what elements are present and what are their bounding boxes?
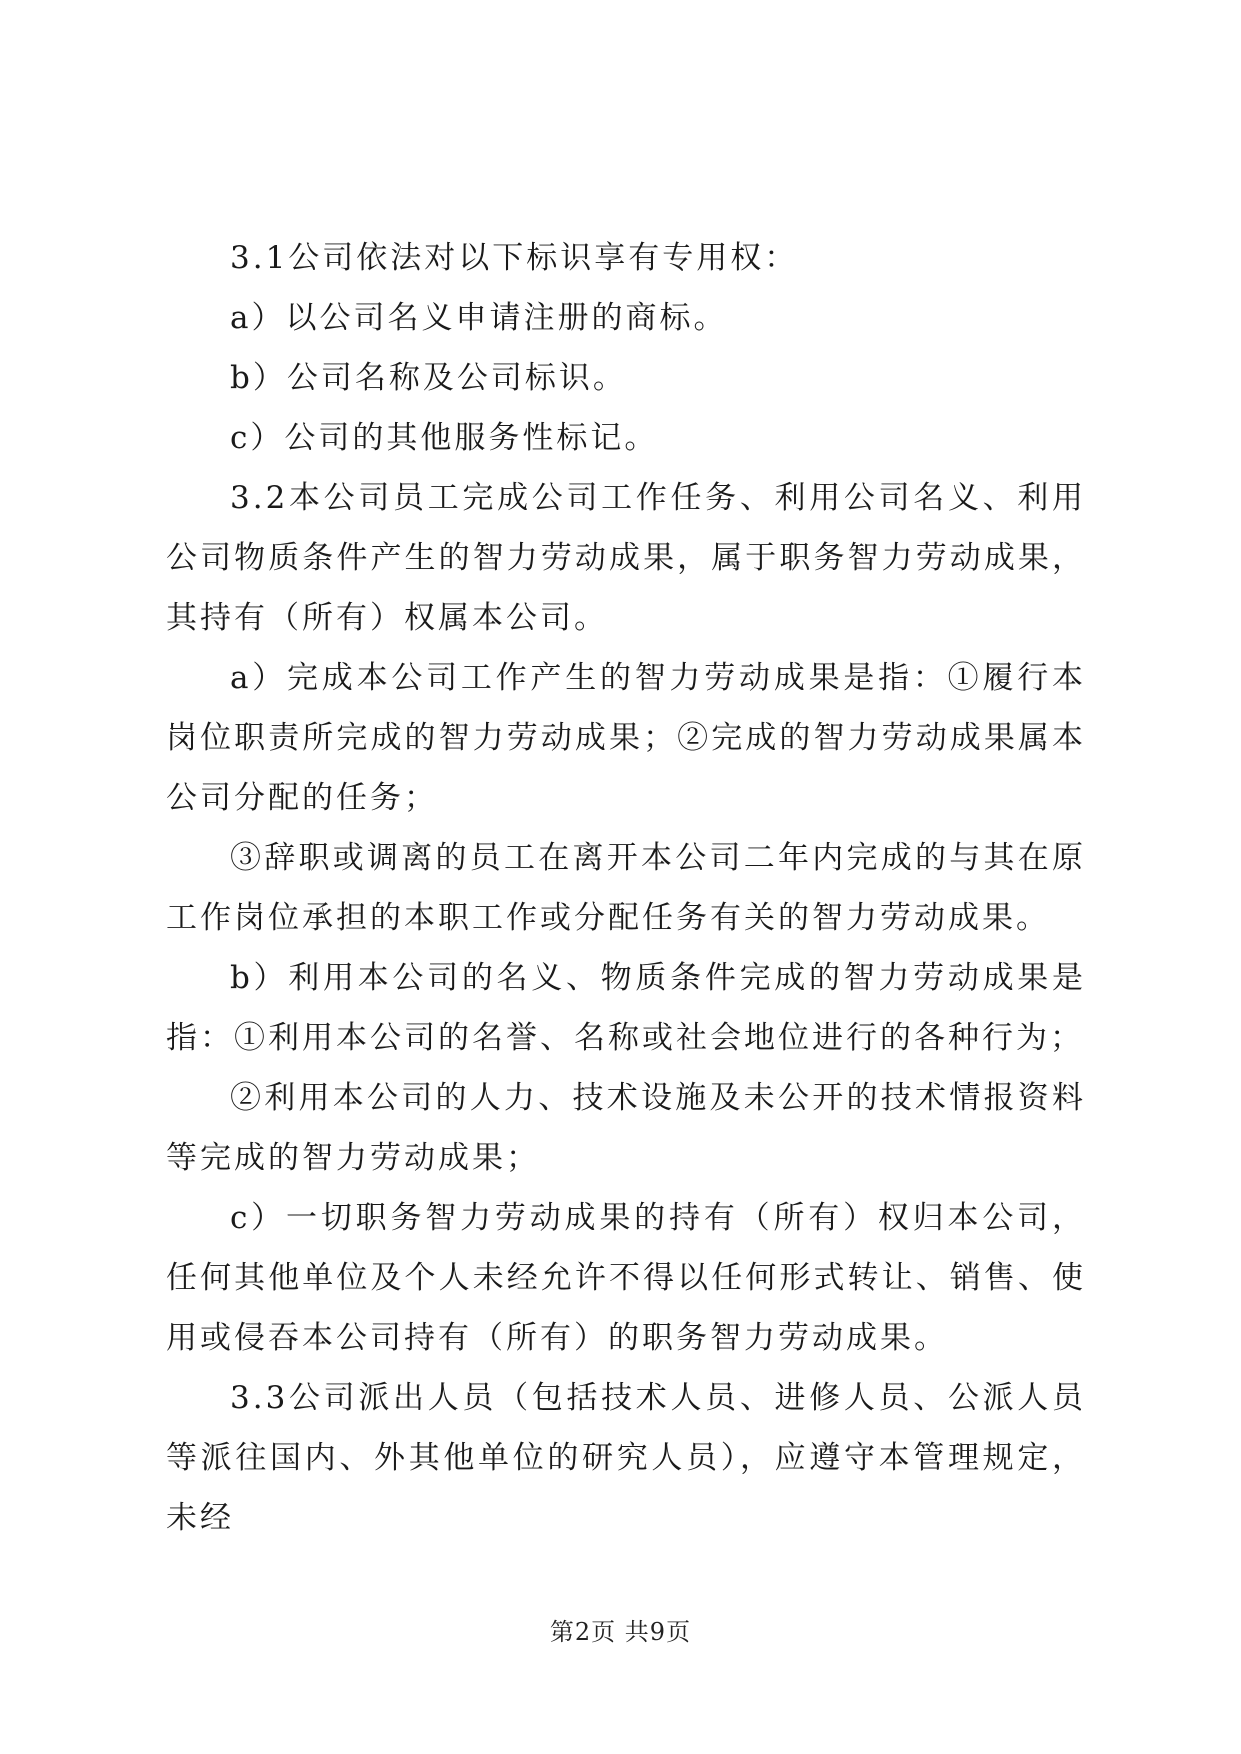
paragraph-3-2-b-2: ②利用本公司的人力、技术设施及未公开的技术情报资料等完成的智力劳动成果； <box>166 1080 1086 1176</box>
paragraph-3-2-c: c）一切职务智力劳动成果的持有（所有）权归本公司，任何其他单位及个人未经允许不得以任何形式转让、销售、使用或侵吞本公司持有（所有）的职务智力劳动成果。 <box>166 1200 1086 1356</box>
paragraph-3-2: 3.2本公司员工完成公司工作任务、利用公司名义、利用公司物质条件产生的智力劳动成果，属于职务智力劳动成果，其持有（所有）权属本公司。 <box>166 480 1086 636</box>
page-footer: 第2页 共9页 <box>549 1618 692 1646</box>
paragraph-3-3: 3.3公司派出人员（包括技术人员、进修人员、公派人员等派往国内、外其他单位的研究人员），应遵守本管理规定，未经 <box>166 1380 1086 1536</box>
paragraph-3-2-a-3: ③辞职或调离的员工在离开本公司二年内完成的与其在原工作岗位承担的本职工作或分配任务有关的智力劳动成果。 <box>166 840 1086 936</box>
paragraph-item-b: b）公司名称及公司标识。 <box>230 360 627 396</box>
paragraph-item-a: a）以公司名义申请注册的商标。 <box>230 300 728 336</box>
paragraph-3-1: 3.1公司依法对以下标识享有专用权： <box>230 240 799 276</box>
paragraph-item-c: c）公司的其他服务性标记。 <box>230 420 659 456</box>
paragraph-3-2-b: b）利用本公司的名义、物质条件完成的智力劳动成果是指：①利用本公司的名誉、名称或社会地位进行的各种行为； <box>166 960 1086 1056</box>
paragraph-3-2-a: a）完成本公司工作产生的智力劳动成果是指：①履行本岗位职责所完成的智力劳动成果；②完成的智力劳动成果属本公司分配的任务； <box>166 660 1086 816</box>
document-body <box>166 228 1086 1548</box>
